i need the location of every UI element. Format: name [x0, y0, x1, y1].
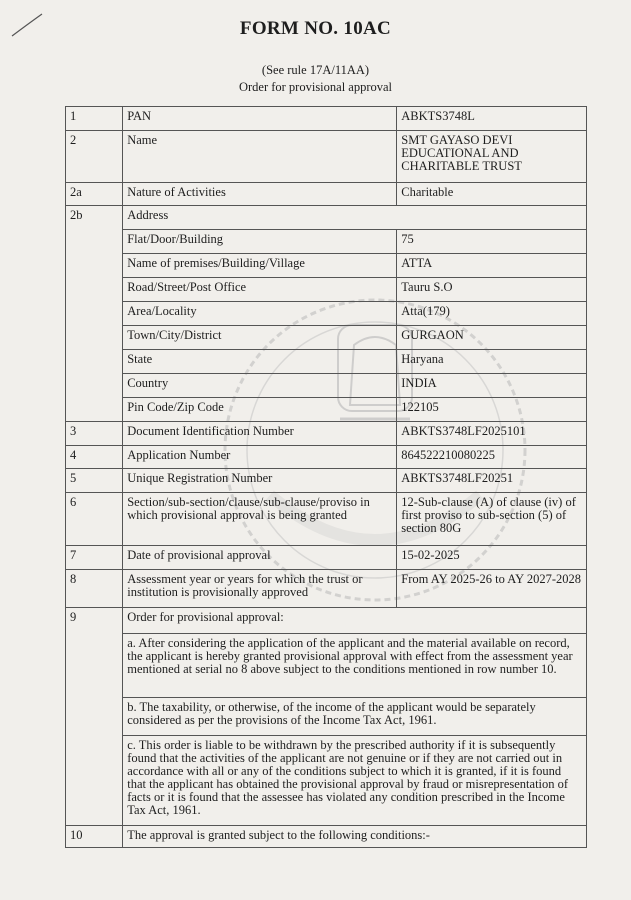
row-label: Date of provisional approval — [123, 546, 397, 570]
table-row — [66, 350, 587, 374]
row-number: 2b — [66, 206, 123, 230]
conditions-text: The approval is granted subject to the following conditions:- — [123, 826, 587, 848]
order-para-b: b. The taxability, or otherwise, of the income of the applicant would be separately considered as per the provisions of the Income Tax Act, 1961. — [123, 698, 587, 736]
row-number: 4 — [66, 446, 123, 469]
row-value: INDIA — [397, 374, 587, 398]
rule-reference: (See rule 17A/11AA) — [261, 63, 370, 77]
table-row — [66, 278, 587, 302]
table-row — [66, 446, 587, 469]
row-label: Country — [123, 374, 397, 398]
row-label: Name of premises/Building/Village — [123, 254, 397, 278]
table-row — [66, 206, 587, 230]
table-row — [66, 698, 587, 736]
table-row — [66, 326, 587, 350]
table-row — [66, 302, 587, 326]
row-label: Road/Street/Post Office — [123, 278, 397, 302]
table-row — [66, 634, 587, 698]
table-row — [66, 826, 587, 848]
row-label: Application Number — [123, 446, 397, 469]
row-number: 10 — [66, 826, 123, 848]
order-heading: Order for provisional approval: — [123, 608, 587, 634]
row-value: ABKTS3748LF2025101 — [397, 422, 587, 446]
table-row — [66, 183, 587, 206]
row-number: 8 — [66, 570, 123, 608]
row-value: Haryana — [397, 350, 587, 374]
row-value: 15-02-2025 — [397, 546, 587, 570]
form-subtitle: Order for provisional approval — [238, 80, 393, 94]
table-row — [66, 374, 587, 398]
row-label: Section/sub-section/clause/sub-clause/proviso in which provisional approval is being granted — [123, 493, 397, 546]
row-label: Name — [123, 131, 397, 183]
row-value: 75 — [397, 230, 587, 254]
row-number: 6 — [66, 493, 123, 546]
row-value: GURGAON — [397, 326, 587, 350]
row-number: 5 — [66, 469, 123, 493]
row-number: 1 — [66, 107, 123, 131]
row-label: PAN — [123, 107, 397, 131]
table-row — [66, 230, 587, 254]
form-title: FORM NO. 10AC — [239, 18, 392, 39]
row-label: Assessment year or years for which the trust or institution is provisionally approved — [123, 570, 397, 608]
table-row — [66, 493, 587, 546]
row-number: 7 — [66, 546, 123, 570]
row-label: Nature of Activities — [123, 183, 397, 206]
order-para-a: a. After considering the application of the applicant and the material available on record, the applicant is hereby granted provisional approval with effect from the assessment year mentioned at serial no 8 above subject to the conditions mentioned in row number 10. — [123, 634, 587, 698]
row-label: Document Identification Number — [123, 422, 397, 446]
row-number: 3 — [66, 422, 123, 446]
row-label: Address — [123, 206, 587, 230]
row-value: 864522210080225 — [397, 446, 587, 469]
table-row — [66, 570, 587, 608]
table-row — [66, 608, 587, 634]
row-number: 2 — [66, 131, 123, 183]
row-label: Town/City/District — [123, 326, 397, 350]
row-value: Atta(179) — [397, 302, 587, 326]
form-table — [65, 106, 587, 848]
row-value: From AY 2025-26 to AY 2027-2028 — [397, 570, 587, 608]
row-value: SMT GAYASO DEVI EDUCATIONAL AND CHARITABLE TRUST — [397, 131, 587, 183]
row-value: ATTA — [397, 254, 587, 278]
row-label: Flat/Door/Building — [123, 230, 397, 254]
order-para-c: c. This order is liable to be withdrawn by the prescribed authority if it is subsequently found that the activities of the applicant are not genuine or if they are not carried out in accordance with all or any of the conditions subject to which it is granted, if it is found that the applicant has obtained the provisional approval by fraud or misrepresentation of facts or it is found that the assessee has violated any condition prescribed in the Income Tax Act, 1961. — [123, 736, 587, 826]
table-row — [66, 736, 587, 826]
row-number: 9 — [66, 608, 123, 634]
row-value: ABKTS3748L — [397, 107, 587, 131]
table-row — [66, 546, 587, 570]
row-label: State — [123, 350, 397, 374]
table-row — [66, 131, 587, 183]
table-row — [66, 398, 587, 422]
row-label: Unique Registration Number — [123, 469, 397, 493]
row-label: Area/Locality — [123, 302, 397, 326]
row-label: Pin Code/Zip Code — [123, 398, 397, 422]
row-value: 122105 — [397, 398, 587, 422]
table-row — [66, 469, 587, 493]
table-row — [66, 254, 587, 278]
row-value: ABKTS3748LF20251 — [397, 469, 587, 493]
row-value: Charitable — [397, 183, 587, 206]
row-value: 12-Sub-clause (A) of clause (iv) of first proviso to sub-section (5) of section 80G — [397, 493, 587, 546]
row-value: Tauru S.O — [397, 278, 587, 302]
table-row — [66, 422, 587, 446]
table-row — [66, 107, 587, 131]
row-number: 2a — [66, 183, 123, 206]
